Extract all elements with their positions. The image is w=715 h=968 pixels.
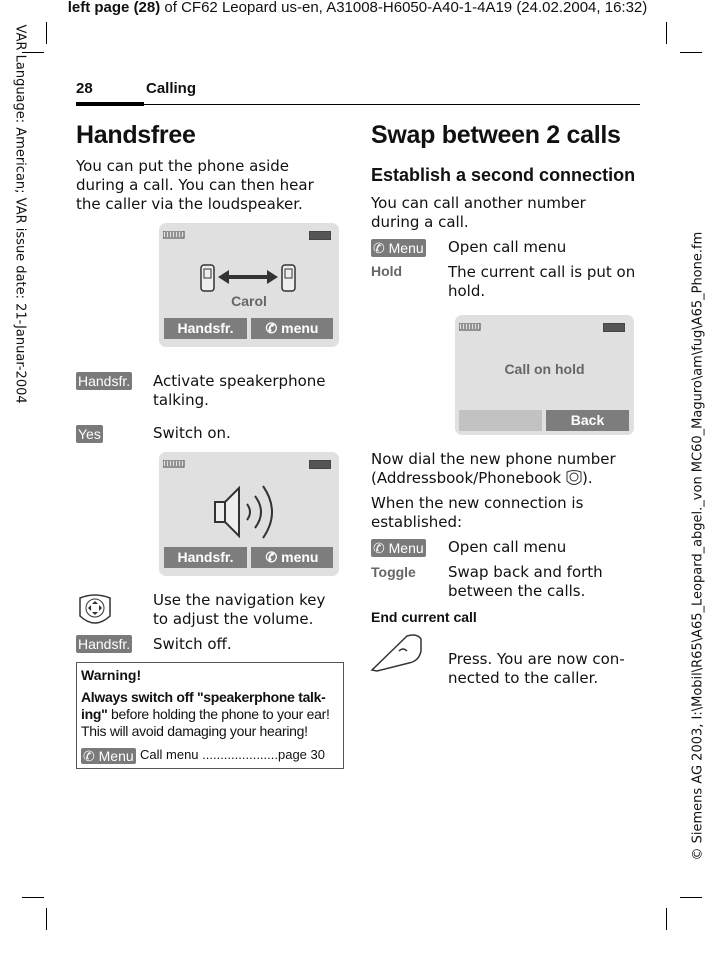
- back-softkey[interactable]: Back: [546, 410, 629, 431]
- swap-calls-heading: Swap between 2 calls: [371, 121, 621, 149]
- menu-key-2: [371, 538, 426, 557]
- battery-icon: [309, 460, 331, 469]
- menu-softkey[interactable]: [251, 547, 333, 568]
- crop-mark: [666, 22, 667, 44]
- yes-key: [76, 424, 103, 443]
- second-connection-heading: Establish a second connection: [371, 165, 636, 185]
- handset-icon: ✆: [265, 320, 282, 336]
- warning-text: [81, 689, 339, 740]
- end-call-description: Press. You are now con-nected to the caller.: [448, 650, 625, 687]
- empty-softkey: [459, 410, 542, 431]
- handsfr-off-key-label: Handsfr.: [78, 636, 131, 652]
- handsfr-key-label: Handsfr.: [78, 373, 131, 389]
- menu-key-1: [371, 238, 426, 257]
- menu-softkey-label: menu: [281, 549, 319, 565]
- step-switch-on: Switch on.: [153, 424, 231, 442]
- navigation-key-icon: [566, 469, 582, 487]
- warning-body-text: before holding the phone to your ear! This will avoid damaging your hearing!: [81, 706, 330, 739]
- handsfree-intro: You can put the phone aside during a call. You can then hear the caller via the loudspeaker.: [76, 157, 314, 213]
- loudspeaker-icon: [213, 482, 285, 542]
- crop-mark: [46, 908, 47, 930]
- print-header-bold: left page (28): [67, 0, 161, 16]
- warning-menu-key: [81, 746, 136, 765]
- crop-mark: [666, 908, 667, 930]
- when-established: When the new connection is established:: [371, 494, 584, 531]
- handsfree-softkey[interactable]: Handsfr.: [164, 318, 247, 339]
- open-call-menu-1: Open call menu: [448, 238, 567, 256]
- side-text-left: VAR Language: American; VAR issue date: 21-Januar-2004: [12, 24, 28, 404]
- end-call-key-icon: [369, 633, 425, 673]
- warning-page-ref: Call menu .....................page 30: [140, 747, 325, 762]
- toggle-description: Swap back and forth between the calls.: [448, 563, 603, 600]
- crop-mark: [46, 22, 47, 44]
- side-text-right: © Siemens AG 2003, I:\Mobil\R65\A65_Leopard_abgel._von MC60_Maguro\am\fug\A65_Phone.fm: [690, 231, 706, 861]
- toggle-key: Toggle: [371, 564, 416, 580]
- handsfr-off-key: [76, 634, 132, 653]
- crop-mark: [680, 897, 702, 898]
- warning-box: [76, 662, 344, 769]
- two-phones-connection-icon: [199, 263, 297, 295]
- second-connection-intro: You can call another number during a call.: [371, 194, 586, 231]
- phone-screen-call-on-hold: [455, 315, 634, 435]
- menu-softkey[interactable]: [251, 318, 333, 339]
- handsfr-key: [76, 371, 132, 390]
- call-on-hold-text: Call on hold: [504, 361, 585, 377]
- battery-icon: [309, 231, 331, 240]
- yes-key-label: Yes: [78, 426, 101, 442]
- handset-icon: ✆: [265, 549, 282, 565]
- hold-description: The current call is put on hold.: [448, 263, 636, 300]
- page-number: 28: [76, 80, 93, 97]
- handset-icon: ✆: [83, 748, 99, 764]
- handset-icon: ✆: [373, 540, 389, 556]
- signal-icon: [163, 460, 185, 468]
- header-rule: [76, 104, 640, 105]
- print-header-line: [0, 0, 715, 16]
- end-call-heading: End current call: [371, 609, 477, 625]
- caller-name: Carol: [231, 293, 267, 309]
- menu-key-2-label: Menu: [388, 540, 424, 556]
- hold-key: Hold: [371, 263, 403, 279]
- crop-mark: [680, 52, 702, 53]
- signal-icon: [163, 231, 185, 239]
- warning-menu-key-label: Menu: [98, 748, 134, 764]
- dial-text-start: Now dial the new phone number (Addressbook/Phonebook: [371, 450, 616, 487]
- handsfree-heading: Handsfree: [76, 121, 196, 149]
- signal-icon: [459, 323, 481, 331]
- crop-mark: [22, 897, 44, 898]
- open-call-menu-2: Open call menu: [448, 538, 567, 556]
- step-volume: Use the navigation key to adjust the volume.: [153, 591, 326, 628]
- handset-icon: ✆: [373, 240, 389, 256]
- handsfree-softkey[interactable]: Handsfr.: [164, 547, 247, 568]
- menu-softkey-label: menu: [281, 320, 319, 336]
- navigation-key-icon: [76, 592, 114, 628]
- step-switch-off: Switch off.: [153, 635, 232, 653]
- warning-title: Warning!: [81, 667, 142, 683]
- phone-screen-carol: [159, 223, 339, 347]
- section-title: Calling: [146, 80, 197, 97]
- dial-text-end: ).: [582, 469, 593, 487]
- step-activate: Activate speakerphone talking.: [153, 372, 326, 409]
- print-header-rest: of CF62 Leopard us-en, A31008-H6050-A40-1-4A19 (24.02.2004, 16:32): [160, 0, 648, 16]
- dial-new-number: [371, 450, 641, 488]
- warning-bold-text: Always switch off "speakerphone talk-ing": [81, 689, 326, 722]
- menu-key-1-label: Menu: [388, 240, 424, 256]
- battery-icon: [603, 323, 625, 332]
- phone-screen-loudspeaker: [159, 452, 339, 576]
